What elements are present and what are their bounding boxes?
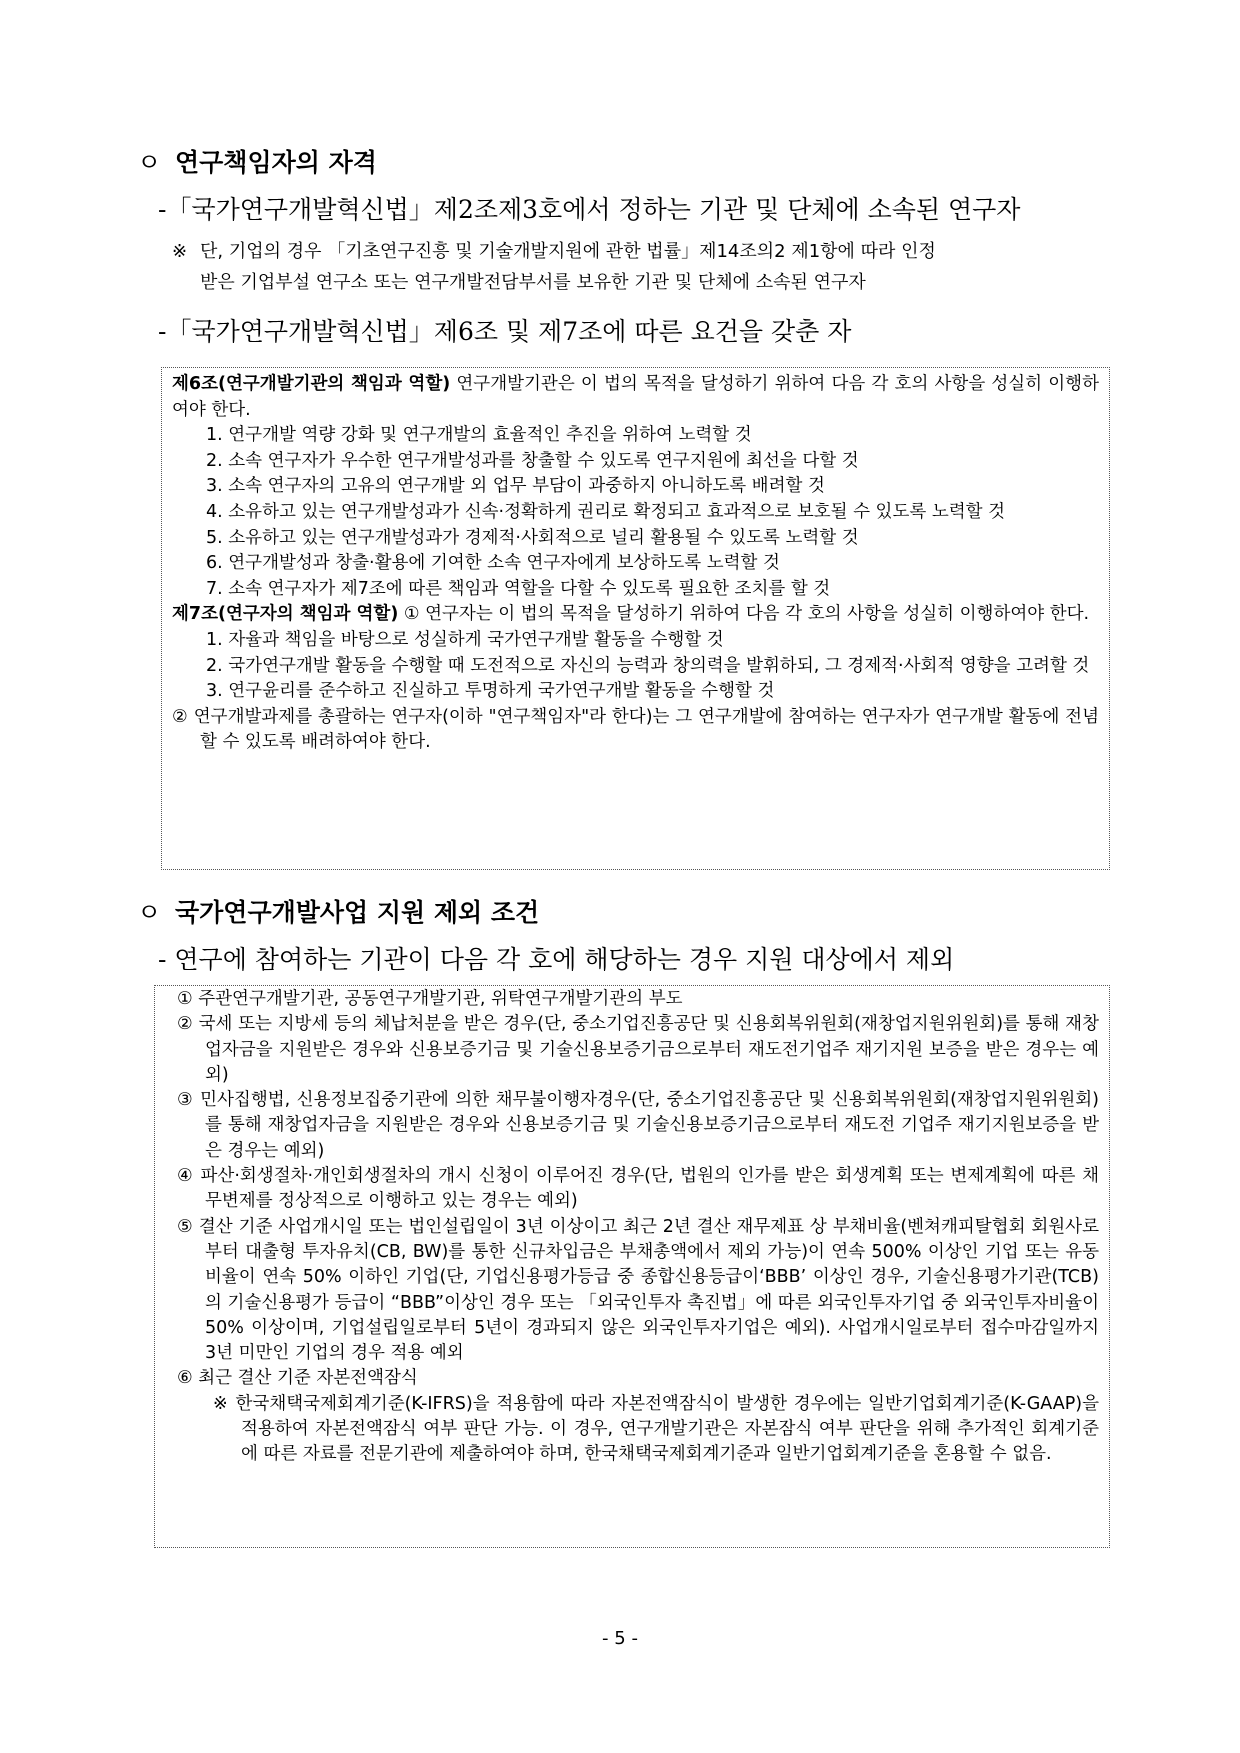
article-7-item: 2. 국가연구개발 활동을 수행할 때 도전적으로 자신의 능력과 창의력을 발휘하되, 그 경제적·사회적 영향을 고려할 것 <box>206 655 1090 676</box>
exception-note <box>172 236 1120 298</box>
article-6-item: 6. 연구개발성과 창출·활용에 기여한 소속 연구자에게 보상하도록 노력할 것 <box>206 553 780 574</box>
section-title: 국가연구개발사업 지원 제외 조건 <box>175 898 540 927</box>
exclusion-item: ① 주관연구개발기관, 공동연구개발기관, 위탁연구개발기관의 부도 <box>177 989 683 1009</box>
section-heading-qualification <box>137 146 377 180</box>
exclusion-item: ④ 파산·회생절차·개인회생절차의 개시 신청이 이루어진 경우(단, 법원의 인가를 받은 회생계획 또는 변제계획에 따른 채무변제를 정상적으로 이행하고 있는 경우는 예외) <box>177 1166 1099 1212</box>
article-6-item: 1. 연구개발 역량 강화 및 연구개발의 효율적인 추진을 위하여 노력할 것 <box>206 425 752 446</box>
article-7-item: 1. 자율과 책임을 바탕으로 성실하게 국가연구개발 활동을 수행할 것 <box>206 629 724 650</box>
article-6-title: 제6조(연구개발기관의 책임과 역할) <box>172 374 451 394</box>
article-6-body: 연구개발기관은 이 법의 목적을 달성하기 위하여 다음 각 호의 사항을 성실히 이행하여야 한다. <box>172 374 1099 420</box>
section-heading-exclusion <box>137 896 539 930</box>
note-line-2: 받은 기업부설 연구소 또는 연구개발전담부서를 보유한 기관 및 단체에 소속된 연구자 <box>200 272 866 293</box>
article-7-item: 3. 연구윤리를 준수하고 진실하고 투명하게 국가연구개발 활동을 수행할 것 <box>206 681 775 702</box>
page-number: - 5 - <box>602 1628 638 1649</box>
article-6-item: 7. 소속 연구자가 제7조에 따른 책임과 역할을 다할 수 있도록 필요한 조치를 할 것 <box>206 578 831 599</box>
article-6-item: 2. 소속 연구자가 우수한 연구개발성과를 창출할 수 있도록 연구지원에 최선을 다할 것 <box>206 450 859 471</box>
exclusion-subnote: ※ 한국채택국제회계기준(K-IFRS)을 적용함에 따라 자본전액잠식이 발생한 경우에는 일반기업회계기준(K-GAAP)을 적용하여 자본전액잠식 여부 판단 가능. 이 경우, 연구개발기관은 자본잠식 여부 판단을 위해 추가적인 회계기준에 따른 자료를 전문기관에 제출하여야 하며, 한국채택국제회계기준과 일반기업회계기준을 혼용할 수 없음. <box>213 1393 1099 1465</box>
exclusion-item: ⑤ 결산 기준 사업개시일 또는 법인설립일이 3년 이상이고 최근 2년 결산 재무제표 상 부채비율(벤쳐캐피탈협회 회원사로부터 대출형 투자유치(CB, BW)를 통한 신규차입금은 부채총액에서 제외 가능)이 연속 500% 이상인 기업 또는 유동비율이 연속 50% 이하인 기업(단, 기업신용평가등급 중 종합신용등급이‘BBB’ 이상인 경우, 기술신용평가기관(TCB)의 기술신용평가 등급이 “BBB”이상인 경우 또는 「외국인투자 촉진법」에 따른 외국인투자기업 중 외국인투자비율이 50% 이상이며, 기업설립일로부터 5년이 경과되지 않은 외국인투자기업은 예외). 사업개시일로부터 접수마감일까지 3년 미만인 기업의 경우 적용 예외 <box>177 1216 1099 1364</box>
exclusion-conditions-box <box>154 985 1110 1548</box>
statute-excerpt-box <box>161 367 1110 870</box>
article-6-item: 3. 소속 연구자의 고유의 연구개발 외 업무 부담이 과중하지 아니하도록 배려할 것 <box>206 476 825 497</box>
article-6-paragraph <box>172 372 1099 423</box>
requirement-line-2: -「국가연구개발혁신법」제6조 및 제7조에 따른 요건을 갖춘 자 <box>158 317 852 346</box>
section-title: 연구책임자의 자격 <box>175 148 377 177</box>
exclusion-intro-line: - 연구에 참여하는 기관이 다음 각 호에 해당하는 경우 지원 대상에서 제외 <box>158 945 955 974</box>
bullet-marker: ㅇ <box>137 898 162 927</box>
article-7-paragraph-2: ② 연구개발과제를 총괄하는 연구자(이하 "연구책임자"라 한다)는 그 연구개발에 참여하는 연구자가 연구개발 활동에 전념할 수 있도록 배려하여야 한다. <box>172 706 1099 753</box>
article-7-paragraph <box>172 602 1099 628</box>
note-line-1: 단, 기업의 경우 「기초연구진흥 및 기술개발지원에 관한 법률」제14조의2 제1항에 따라 인정 <box>200 241 936 262</box>
article-7-body: ① 연구자는 이 법의 목적을 달성하기 위하여 다음 각 호의 사항을 성실히 이행하여야 한다. <box>398 604 1090 625</box>
exclusion-item: ③ 민사집행법, 신용정보집중기관에 의한 채무불이행자경우(단, 중소기업진흥공단 및 신용회복위원회(재창업지원위원회)를 통해 재창업자금을 지원받은 경우와 신용보증기금 및 기술신용보증기금으로부터 재도전 기업주 재기지원보증을 받은 경우는 예외) <box>177 1090 1099 1161</box>
exclusion-item: ⑥ 최근 결산 기준 자본전액잠식 <box>177 1368 418 1389</box>
exclusion-item: ② 국세 또는 지방세 등의 체납처분을 받은 경우(단, 중소기업진흥공단 및 신용회복위원회(재창업지원위원회)를 통해 재창업자금을 지원받은 경우와 신용보증기금 및 기술신용보증기금으로부터 재도전기업주 재기지원 보증을 받은 경우는 예외) <box>177 1014 1099 1085</box>
requirement-line-1: -「국가연구개발혁신법」제2조제3호에서 정하는 기관 및 단체에 소속된 연구자 <box>158 195 1021 224</box>
article-7-title: 제7조(연구자의 책임과 역할) <box>172 604 399 625</box>
note-mark: ※ <box>172 241 188 262</box>
article-6-item: 4. 소유하고 있는 연구개발성과가 신속·정확하게 권리로 확정되고 효과적으로 보호될 수 있도록 노력할 것 <box>206 501 1006 522</box>
article-6-item: 5. 소유하고 있는 연구개발성과가 경제적·사회적으로 널리 활용될 수 있도록 노력할 것 <box>206 527 859 548</box>
bullet-marker: ㅇ <box>137 148 162 177</box>
